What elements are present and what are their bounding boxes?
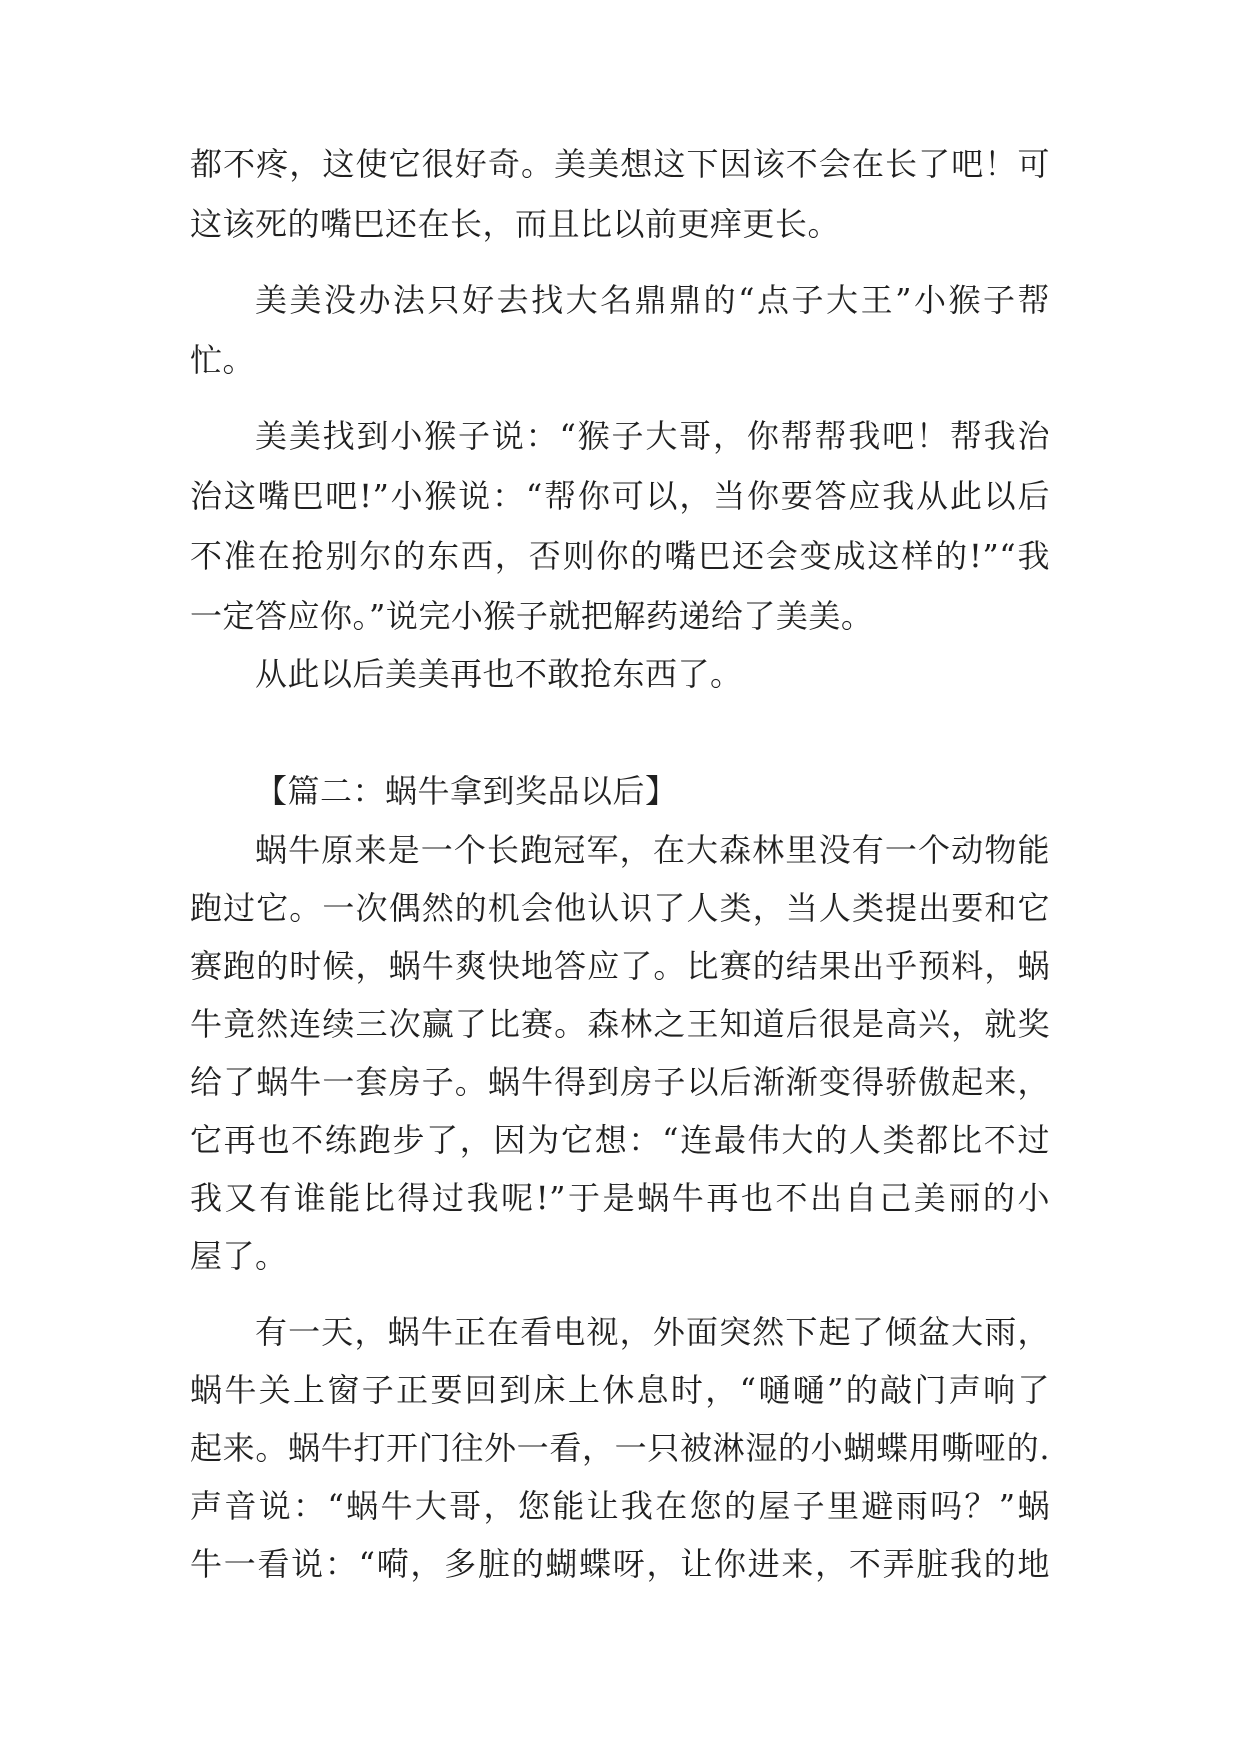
paragraph-start-line: 美美没办法只好去找大名鼎鼎的“点子大王”小猴子帮 <box>255 281 1050 319</box>
paragraph-start-line: 美美找到小猴子说：“猴子大哥，你帮帮我吧！帮我治 <box>255 417 1050 455</box>
text-line: 不准在抢别尔的东西，否则你的嘴巴还会变成这样的!”“我 <box>190 537 1050 575</box>
paragraph-start-line: 有一天，蜗牛正在看电视，外面突然下起了倾盆大雨， <box>255 1313 1050 1351</box>
section-heading: 【篇二：蜗牛拿到奖品以后】 <box>255 772 678 810</box>
paragraph-start-line: 蜗牛原来是一个长跑冠军，在大森林里没有一个动物能 <box>255 831 1050 869</box>
text-line: 忙。 <box>190 341 256 379</box>
text-line: 蜗牛关上窗子正要回到床上休息时，“嗵嗵”的敲门声响了 <box>190 1371 1050 1409</box>
text-line: 屋了。 <box>190 1237 288 1275</box>
text-line: 跑过它。一次偶然的机会他认识了人类，当人类提出要和它 <box>190 889 1050 927</box>
text-line: 牛一看说：“嗬，多脏的蝴蝶呀，让你进来，不弄脏我的地 <box>190 1545 1050 1583</box>
text-line: 一定答应你。”说完小猴子就把解药递给了美美。 <box>190 597 874 635</box>
text-line: 起来。蜗牛打开门往外一看，一只被淋湿的小蝴蝶用嘶哑的. <box>190 1429 1050 1467</box>
text-line: 我又有谁能比得过我呢!”于是蜗牛再也不出自己美丽的小 <box>190 1179 1050 1217</box>
text-line: 它再也不练跑步了，因为它想：“连最伟大的人类都比不过 <box>190 1121 1050 1159</box>
text-line: 都不疼，这使它很好奇。美美想这下因该不会在长了吧！可 <box>190 145 1050 183</box>
text-line: 声音说：“蜗牛大哥，您能让我在您的屋子里避雨吗？”蜗 <box>190 1487 1050 1525</box>
paragraph-start-line: 从此以后美美再也不敢抢东西了。 <box>255 655 743 693</box>
text-line: 治这嘴巴吧!”小猴说：“帮你可以，当你要答应我从此以后 <box>190 477 1050 515</box>
text-line: 赛跑的时候，蜗牛爽快地答应了。比赛的结果出乎预料，蜗 <box>190 947 1050 985</box>
text-line: 牛竟然连续三次赢了比赛。森林之王知道后很是高兴，就奖 <box>190 1005 1050 1043</box>
text-line: 这该死的嘴巴还在长，而且比以前更痒更长。 <box>190 205 841 243</box>
text-line: 给了蜗牛一套房子。蜗牛得到房子以后渐渐变得骄傲起来， <box>190 1063 1050 1101</box>
